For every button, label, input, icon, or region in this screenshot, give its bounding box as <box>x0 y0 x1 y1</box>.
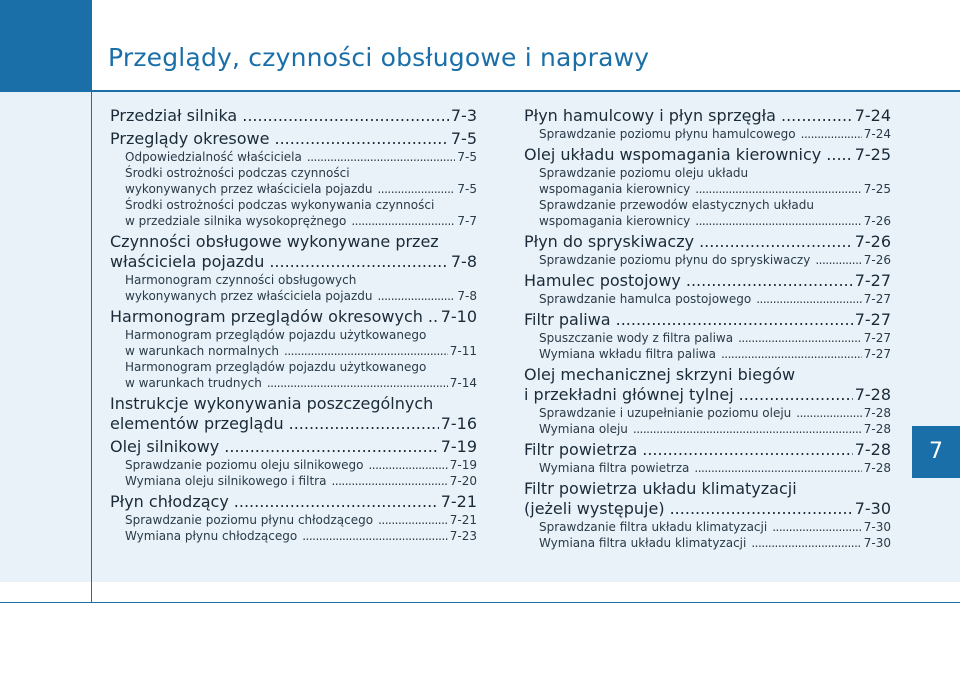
leader-dots <box>331 473 447 489</box>
toc-subentry-line: Środki ostrożności podczas wykonywania czynności <box>125 198 435 212</box>
leader-dots <box>368 457 447 473</box>
toc-subentry-page: 7-30 <box>863 520 891 534</box>
toc-entry-title: i przekładni głównej tylnej <box>524 385 734 404</box>
toc-entry-page: 7-25 <box>854 145 891 164</box>
chapter-tab[interactable]: 7 <box>912 426 960 478</box>
toc-subentry-title: Odpowiedzialność właściciela <box>125 150 302 164</box>
toc-entry-title: Płyn do spryskiwaczy <box>524 232 695 251</box>
toc-entry-page: 7-3 <box>450 106 477 125</box>
toc-subentry-page: 7-27 <box>863 292 891 306</box>
toc-entry[interactable] <box>524 479 891 551</box>
toc-subentry-page: 7-28 <box>863 406 891 420</box>
toc-entry-page: 7-10 <box>440 307 477 326</box>
toc-subentry-page: 7-20 <box>449 474 477 488</box>
leader-dots <box>756 291 862 307</box>
toc-entry-page: 7-27 <box>854 310 891 329</box>
toc-subentry-title: Wymiana filtra układu klimatyzacji <box>539 536 747 550</box>
leader-dots <box>377 181 455 197</box>
toc-subentry-title: wspomagania kierownicy <box>539 214 691 228</box>
toc-entry-page: 7-19 <box>440 437 477 456</box>
toc-subentry-title: Sprawdzanie poziomu płynu do spryskiwaczy <box>539 253 811 267</box>
toc-entry-page: 7-5 <box>450 129 477 148</box>
leader-dots <box>815 252 861 268</box>
leader-dots <box>695 181 861 197</box>
toc-entry[interactable] <box>110 437 477 489</box>
toc-entry-title-line: Czynności obsługowe wykonywane przez <box>110 232 439 251</box>
toc-right-column <box>524 106 891 551</box>
toc-subentry[interactable] <box>125 181 477 197</box>
leader-dots <box>234 492 439 512</box>
toc-subentry-page: 7-28 <box>863 461 891 475</box>
leader-dots <box>670 499 853 519</box>
leader-dots <box>781 106 853 126</box>
toc-entry[interactable] <box>524 232 891 268</box>
toc-subentry-line: Środki ostrożności podczas czynności <box>125 166 350 180</box>
toc-subentry-page: 7-5 <box>457 150 477 164</box>
leader-dots <box>242 106 449 126</box>
toc-entry-title: Olej silnikowy <box>110 437 220 456</box>
toc-entry-page: 7-28 <box>854 385 891 404</box>
leader-dots <box>633 421 862 437</box>
toc-subentry-title: Sprawdzanie poziomu płynu chłodzącego <box>125 513 374 527</box>
toc-entry-row[interactable] <box>524 271 891 291</box>
toc-subentry-page: 7-14 <box>449 376 477 390</box>
toc-subentry-title: Wymiana oleju <box>539 422 628 436</box>
toc-subentry-title: wykonywanych przez właściciela pojazdu <box>125 182 373 196</box>
toc-subentry-title: w warunkach trudnych <box>125 376 262 390</box>
toc-subentry-title: w przedziale silnika wysokoprężnego <box>125 214 347 228</box>
toc-entry-title: Przedział silnika <box>110 106 238 125</box>
toc-entry-page: 7-21 <box>440 492 477 511</box>
toc-entry-title: (jeżeli występuje) <box>524 499 665 518</box>
toc-subentry-page: 7-28 <box>863 422 891 436</box>
toc-subentry[interactable] <box>539 535 891 551</box>
toc-entry[interactable] <box>524 271 891 307</box>
leader-dots <box>351 213 455 229</box>
leader-dots <box>616 310 853 330</box>
toc-entry-title: Harmonogram przeglądów okresowych <box>110 307 423 326</box>
toc-subentry[interactable] <box>539 460 891 476</box>
toc-subentry-page: 7-23 <box>449 529 477 543</box>
toc-entry-title: Hamulec postojowy <box>524 271 681 290</box>
toc-subentry[interactable] <box>539 213 891 229</box>
toc-subentry-title: wykonywanych przez właściciela pojazdu <box>125 289 373 303</box>
toc-entry-row[interactable] <box>524 106 891 126</box>
toc-subentry-page: 7-26 <box>863 214 891 228</box>
toc-entry[interactable] <box>110 492 477 544</box>
leader-dots <box>772 519 862 535</box>
toc-subentry[interactable] <box>125 512 477 528</box>
leader-dots <box>269 252 449 272</box>
toc-entry-title: Olej układu wspomagania kierownicy <box>524 145 822 164</box>
toc-subentry[interactable] <box>539 405 891 421</box>
toc-entry-row[interactable] <box>110 414 477 434</box>
toc-subentry-page: 7-27 <box>863 331 891 345</box>
toc-entry-page: 7-24 <box>854 106 891 125</box>
chapter-title: Przeglądy, czynności obsługowe i naprawy <box>108 43 650 72</box>
toc-subentry[interactable] <box>125 149 477 165</box>
toc-entry-page: 7-28 <box>854 440 891 459</box>
toc-entry-row[interactable] <box>524 145 891 165</box>
toc-subentry-line: Sprawdzanie poziomu oleju układu <box>539 166 749 180</box>
toc-subentry-title: Sprawdzanie i uzupełnianie poziomu oleju <box>539 406 792 420</box>
toc-subentry-title: Sprawdzanie filtra układu klimatyzacji <box>539 520 768 534</box>
toc-subentry-page: 7-11 <box>449 344 477 358</box>
toc-subentry[interactable] <box>125 473 477 489</box>
leader-dots <box>307 149 456 165</box>
toc-subentry-title: Sprawdzanie hamulca postojowego <box>539 292 752 306</box>
leader-dots <box>738 330 862 346</box>
toc-subentry[interactable] <box>125 343 477 359</box>
toc-entry-title: właściciela pojazdu <box>110 252 265 271</box>
toc-entry-row[interactable] <box>524 310 891 330</box>
toc-subentry-title: Wymiana wkładu filtra paliwa <box>539 347 716 361</box>
toc-subentry-line: Sprawdzanie przewodów elastycznych układu <box>539 198 815 212</box>
toc-entry-row[interactable] <box>524 440 891 460</box>
toc-subentry[interactable] <box>125 528 477 544</box>
toc-subentry[interactable] <box>539 421 891 437</box>
toc-subentry[interactable] <box>125 375 477 391</box>
toc-subentry-title: wspomagania kierownicy <box>539 182 691 196</box>
toc-subentry-title: Spuszczanie wody z filtra paliwa <box>539 331 734 345</box>
toc-subentry-title: w warunkach normalnych <box>125 344 280 358</box>
toc-subentry-page: 7-30 <box>863 536 891 550</box>
toc-entry-page: 7-16 <box>440 414 477 433</box>
toc-entry[interactable] <box>524 310 891 362</box>
leader-dots <box>267 375 448 391</box>
toc-entry-page: 7-30 <box>854 499 891 518</box>
leader-dots <box>224 437 438 457</box>
toc-entry-title: Filtr powietrza <box>524 440 638 459</box>
toc-subentry-title: Sprawdzanie poziomu płynu hamulcowego <box>539 127 796 141</box>
toc-subentry[interactable] <box>539 330 891 346</box>
toc-left-column <box>110 106 477 544</box>
toc-entry-row[interactable] <box>110 252 477 272</box>
toc-subentry[interactable] <box>125 457 477 473</box>
toc-entry[interactable] <box>110 307 477 391</box>
toc-subentry-page: 7-21 <box>449 513 477 527</box>
toc-entry-title: Przeglądy okresowe <box>110 129 270 148</box>
toc-entry-title-line: Olej mechanicznej skrzyni biegów <box>524 365 796 384</box>
toc-subentry-line: Harmonogram przeglądów pojazdu użytkowanego <box>125 360 427 374</box>
toc-subentry-title: Wymiana filtra powietrza <box>539 461 690 475</box>
toc-entry[interactable] <box>524 365 891 437</box>
toc-entry-row[interactable] <box>524 385 891 405</box>
toc-entry-row[interactable] <box>110 307 477 327</box>
toc-subentry-page: 7-24 <box>863 127 891 141</box>
toc-subentry[interactable] <box>539 252 891 268</box>
toc-entry[interactable] <box>110 232 477 304</box>
toc-entry-row[interactable] <box>524 232 891 252</box>
toc-entry-row[interactable] <box>524 499 891 519</box>
toc-subentry-page: 7-27 <box>863 347 891 361</box>
toc-subentry-page: 7-26 <box>863 253 891 267</box>
toc-subentry-page: 7-19 <box>449 458 477 472</box>
leader-dots <box>274 129 448 149</box>
leader-dots <box>739 385 853 405</box>
toc-subentry-title: Wymiana płynu chłodzącego <box>125 529 298 543</box>
toc-subentry-title: Sprawdzanie poziomu oleju silnikowego <box>125 458 364 472</box>
toc-subentry-line: Harmonogram przeglądów pojazdu użytkowanego <box>125 328 427 342</box>
toc-subentry[interactable] <box>539 291 891 307</box>
leader-dots <box>377 288 455 304</box>
toc-entry-title: Płyn hamulcowy i płyn sprzęgła <box>524 106 776 125</box>
toc-entry[interactable] <box>110 106 477 126</box>
leader-dots <box>751 535 861 551</box>
toc-entry-row[interactable] <box>110 437 477 457</box>
toc-entry-page: 7-8 <box>450 252 477 271</box>
toc-entry-title: Filtr paliwa <box>524 310 611 329</box>
toc-entry[interactable] <box>524 145 891 229</box>
toc-entry-page: 7-27 <box>854 271 891 290</box>
toc-subentry-title: Wymiana oleju silnikowego i filtra <box>125 474 327 488</box>
toc-entry-title-line: Instrukcje wykonywania poszczególnych <box>110 394 434 413</box>
toc-subentry-line: Harmonogram czynności obsługowych <box>125 273 357 287</box>
leader-dots <box>686 271 853 291</box>
leader-dots <box>289 414 439 434</box>
toc-subentry-page: 7-8 <box>457 289 477 303</box>
leader-dots <box>801 126 862 142</box>
toc-entry-row[interactable] <box>110 129 477 149</box>
toc-subentry[interactable] <box>539 346 891 362</box>
toc-subentry[interactable] <box>125 288 477 304</box>
toc-entry-title-line: Filtr powietrza układu klimatyzacji <box>524 479 797 498</box>
title-rule <box>92 90 960 92</box>
toc-entry[interactable] <box>524 440 891 476</box>
leader-dots <box>721 346 862 362</box>
toc-entry-row[interactable] <box>110 106 477 126</box>
toc-entry[interactable] <box>110 129 477 229</box>
leader-dots <box>428 307 439 327</box>
leader-dots <box>796 405 861 421</box>
toc-subentry[interactable] <box>539 126 891 142</box>
leader-dots <box>699 232 853 252</box>
toc-subentry-page: 7-5 <box>457 182 477 196</box>
toc-entry-row[interactable] <box>110 492 477 512</box>
toc-entry-title: Płyn chłodzący <box>110 492 229 511</box>
toc-subentry-page: 7-7 <box>457 214 477 228</box>
leader-dots <box>378 512 448 528</box>
corner-block <box>0 0 91 92</box>
toc-subentry-page: 7-25 <box>863 182 891 196</box>
toc-entry-title: elementów przeglądu <box>110 414 284 433</box>
toc-entry[interactable] <box>524 106 891 142</box>
toc-subentry[interactable] <box>125 213 477 229</box>
leader-dots <box>642 440 852 460</box>
leader-dots <box>302 528 448 544</box>
toc-entry[interactable] <box>110 394 477 434</box>
leader-dots <box>695 213 861 229</box>
toc-entry-page: 7-26 <box>854 232 891 251</box>
leader-dots <box>694 460 861 476</box>
leader-dots <box>826 145 852 165</box>
leader-dots <box>284 343 448 359</box>
toc-subentry[interactable] <box>539 519 891 535</box>
bottom-rule <box>0 602 960 603</box>
toc-subentry[interactable] <box>539 181 891 197</box>
